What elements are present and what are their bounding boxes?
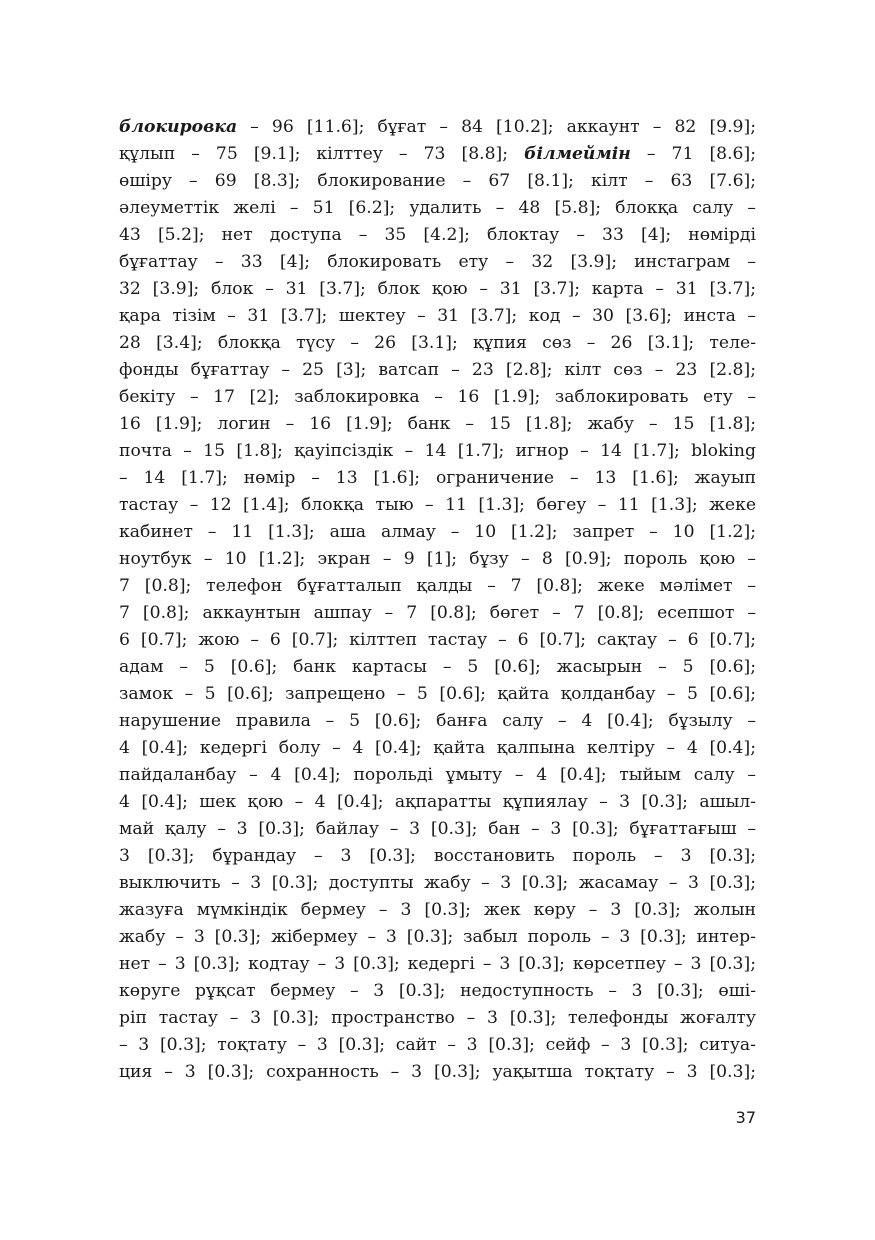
text-segment: – 71 [8.6]; bbox=[630, 144, 756, 164]
text-line bbox=[119, 546, 756, 573]
text-line bbox=[119, 708, 756, 735]
text-segment: 6 [0.7]; жою – 6 [0.7]; кілттеп тастау – 6 [0.7]; сақтау – 6 [0.7]; bbox=[119, 630, 756, 650]
text-segment: әлеуметтік желі – 51 [6.2]; удалить – 48 [5.8]; блокқа салу – bbox=[119, 198, 756, 218]
text-line bbox=[119, 762, 756, 789]
text-segment: – 96 [11.6]; бұғат – 84 [10.2]; аккаунт – 82 [9.9]; bbox=[237, 117, 756, 137]
text-segment: 4 [0.4]; кедергі болу – 4 [0.4]; қайта қалпына келтіру – 4 [0.4]; bbox=[119, 738, 756, 758]
text-line bbox=[119, 681, 756, 708]
text-segment: фонды бұғаттау – 25 [3]; ватсап – 23 [2.8]; кілт сөз – 23 [2.8]; bbox=[119, 360, 756, 380]
text-segment: адам – 5 [0.6]; банк картасы – 5 [0.6]; жасырын – 5 [0.6]; bbox=[119, 657, 756, 677]
text-segment: ноутбук – 10 [1.2]; экран – 9 [1]; бұзу – 8 [0.9]; пороль қою – bbox=[119, 549, 756, 569]
text-segment: қара тізім – 31 [3.7]; шектеу – 31 [3.7]; код – 30 [3.6]; инста – bbox=[119, 306, 756, 326]
text-line bbox=[119, 303, 756, 330]
text-line bbox=[119, 951, 756, 978]
text-line bbox=[119, 330, 756, 357]
text-segment: өшіру – 69 [8.3]; блокирование – 67 [8.1]; кілт – 63 [7.6]; bbox=[119, 171, 756, 191]
text-segment: 7 [0.8]; аккаунтын ашпау – 7 [0.8]; бөгет – 7 [0.8]; есепшот – bbox=[119, 603, 756, 623]
text-line bbox=[119, 141, 756, 168]
text-segment: замок – 5 [0.6]; запрещено – 5 [0.6]; қайта қолданбау – 5 [0.6]; bbox=[119, 684, 756, 704]
text-line bbox=[119, 897, 756, 924]
text-line bbox=[119, 384, 756, 411]
text-segment: бекіту – 17 [2]; заблокировка – 16 [1.9]; заблокировать ету – bbox=[119, 387, 756, 407]
text-segment: құлып – 75 [9.1]; кілттеу – 73 [8.8]; bbox=[119, 144, 525, 164]
text-line bbox=[119, 573, 756, 600]
text-line bbox=[119, 114, 756, 141]
text-segment: май қалу – 3 [0.3]; байлау – 3 [0.3]; бан – 3 [0.3]; бұғаттағыш – bbox=[119, 819, 756, 839]
text-line bbox=[119, 438, 756, 465]
text-segment: выключить – 3 [0.3]; доступты жабу – 3 [0.3]; жасамау – 3 [0.3]; bbox=[119, 873, 756, 893]
text-segment: нет – 3 [0.3]; кодтау – 3 [0.3]; кедергі – 3 [0.3]; көрсетпеу – 3 [0.3]; bbox=[119, 954, 756, 974]
text-line bbox=[119, 168, 756, 195]
text-line bbox=[119, 222, 756, 249]
text-line bbox=[119, 249, 756, 276]
text-line bbox=[119, 1005, 756, 1032]
text-segment: көруге рұқсат бермеу – 3 [0.3]; недоступность – 3 [0.3]; өші- bbox=[119, 981, 756, 1001]
text-segment: тастау – 12 [1.4]; блокқа тыю – 11 [1.3]; бөгеу – 11 [1.3]; жеке bbox=[119, 495, 756, 515]
text-segment: ріп тастау – 3 [0.3]; пространство – 3 [0.3]; телефонды жоғалту bbox=[119, 1008, 756, 1028]
text-segment: 43 [5.2]; нет доступа – 35 [4.2]; блоктау – 33 [4]; нөмірді bbox=[119, 225, 756, 245]
text-line bbox=[119, 519, 756, 546]
text-segment: – 3 [0.3]; тоқтату – 3 [0.3]; сайт – 3 [0.3]; сейф – 3 [0.3]; ситуа- bbox=[119, 1035, 756, 1055]
page-number: 37 bbox=[735, 1108, 756, 1127]
text-line bbox=[119, 465, 756, 492]
text-segment: жабу – 3 [0.3]; жібермеу – 3 [0.3]; забыл пороль – 3 [0.3]; интер- bbox=[119, 927, 756, 947]
text-line bbox=[119, 978, 756, 1005]
text-segment: 7 [0.8]; телефон бұғатталып қалды – 7 [0.8]; жеке мәлімет – bbox=[119, 576, 756, 596]
text-segment: бұғаттау – 33 [4]; блокировать ету – 32 [3.9]; инстаграм – bbox=[119, 252, 756, 272]
text-line bbox=[119, 357, 756, 384]
text-line bbox=[119, 195, 756, 222]
text-line bbox=[119, 1032, 756, 1059]
text-segment: почта – 15 [1.8]; қауіпсіздік – 14 [1.7]; игнор – 14 [1.7]; bloking bbox=[119, 441, 756, 461]
body-text bbox=[119, 114, 756, 1086]
text-line bbox=[119, 627, 756, 654]
text-segment: кабинет – 11 [1.3]; аша алмау – 10 [1.2]; запрет – 10 [1.2]; bbox=[119, 522, 756, 542]
text-segment: – 14 [1.7]; нөмір – 13 [1.6]; ограничение – 13 [1.6]; жауып bbox=[119, 468, 756, 488]
text-segment: жазуға мүмкіндік бермеу – 3 [0.3]; жек көру – 3 [0.3]; жолын bbox=[119, 900, 756, 920]
text-line bbox=[119, 600, 756, 627]
text-line bbox=[119, 870, 756, 897]
text-line bbox=[119, 816, 756, 843]
text-line bbox=[119, 276, 756, 303]
text-segment: 3 [0.3]; бұрандау – 3 [0.3]; восстановить пороль – 3 [0.3]; bbox=[119, 846, 756, 866]
text-segment: 32 [3.9]; блок – 31 [3.7]; блок қою – 31 [3.7]; карта – 31 [3.7]; bbox=[119, 279, 756, 299]
text-line bbox=[119, 924, 756, 951]
headword: блокировка bbox=[119, 117, 238, 137]
text-segment: нарушение правила – 5 [0.6]; банға салу – 4 [0.4]; бұзылу – bbox=[119, 711, 756, 731]
text-line bbox=[119, 843, 756, 870]
text-segment: пайдаланбау – 4 [0.4]; порольді ұмыту – 4 [0.4]; тыйым салу – bbox=[119, 765, 756, 785]
text-line bbox=[119, 492, 756, 519]
text-segment: 28 [3.4]; блокқа түсу – 26 [3.1]; құпия сөз – 26 [3.1]; теле- bbox=[119, 333, 756, 353]
text-line bbox=[119, 411, 756, 438]
text-segment: ция – 3 [0.3]; сохранность – 3 [0.3]; уақытша тоқтату – 3 [0.3]; bbox=[119, 1062, 756, 1082]
headword: білмеймін bbox=[524, 144, 631, 164]
text-line bbox=[119, 789, 756, 816]
text-segment: 16 [1.9]; логин – 16 [1.9]; банк – 15 [1.8]; жабу – 15 [1.8]; bbox=[119, 414, 756, 434]
text-segment: 4 [0.4]; шек қою – 4 [0.4]; ақпаратты құпиялау – 3 [0.3]; ашыл- bbox=[119, 792, 756, 812]
text-line bbox=[119, 735, 756, 762]
text-line bbox=[119, 1059, 756, 1086]
text-line bbox=[119, 654, 756, 681]
